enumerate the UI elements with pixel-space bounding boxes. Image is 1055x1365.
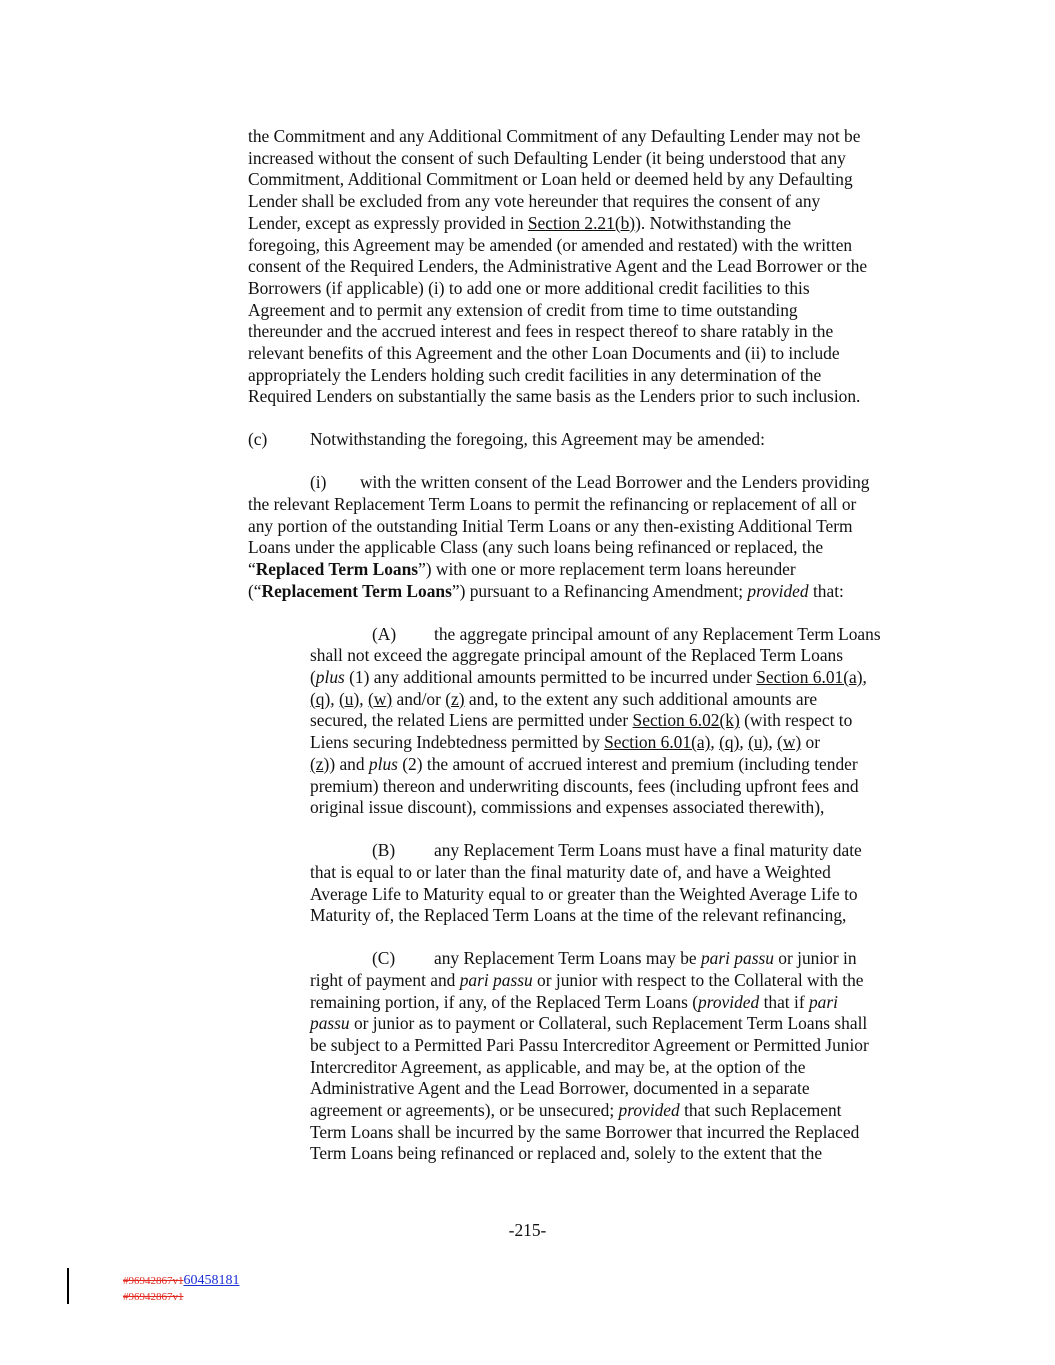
text-run: ) and bbox=[329, 753, 369, 774]
text-run: ”) pursuant to a Refinancing Amendment; bbox=[451, 580, 748, 601]
text-line bbox=[310, 992, 938, 1014]
text-line: Agreement and to permit any extension of credit from time to time outstanding bbox=[248, 299, 798, 320]
text-run: (1) any additional amounts permitted to be incurred under bbox=[344, 667, 757, 688]
text-run: and/or bbox=[392, 688, 446, 709]
text-line bbox=[310, 1013, 938, 1035]
text-line: Loans under the applicable Class (any such loans being refinanced or replaced, the bbox=[248, 537, 824, 558]
section-reference-link[interactable]: (u) bbox=[748, 732, 769, 753]
section-reference-link[interactable]: Section 6.02(k) bbox=[632, 710, 740, 731]
text-line: be subject to a Permitted Pari Passu Intercreditor Agreement or Permitted Junior bbox=[310, 1034, 869, 1055]
text-run: (“ bbox=[248, 580, 262, 601]
text-run: any Replacement Term Loans must have a final maturity date bbox=[434, 840, 862, 861]
clause-label: (c) bbox=[248, 429, 268, 450]
page-number: -215- bbox=[508, 1220, 547, 1240]
text-run: ”) with one or more replacement term loans hereunder bbox=[418, 559, 796, 580]
clause-label: (i) bbox=[310, 472, 327, 493]
text-run: or bbox=[801, 732, 821, 753]
text-line: appropriately the Lenders holding such credit facilities in any determination of the bbox=[248, 364, 822, 385]
text-line bbox=[310, 732, 938, 754]
text-run: Lender, except as expressly provided in bbox=[248, 212, 528, 233]
text-line: Intercreditor Agreement, as applicable, and may be, at the option of the bbox=[310, 1056, 806, 1077]
section-reference-link[interactable]: (w) bbox=[777, 732, 802, 753]
paragraph-i bbox=[248, 472, 938, 602]
text-line bbox=[310, 840, 938, 862]
text-run: or junior as to payment or Collateral, such Replacement Term Loans shall bbox=[349, 1013, 868, 1034]
text-run: , bbox=[768, 732, 778, 753]
text-line: Average Life to Maturity equal to or greater than the Weighted Average Life to bbox=[310, 883, 858, 904]
text-run: any Replacement Term Loans may be bbox=[434, 948, 701, 969]
text-line bbox=[248, 213, 938, 235]
italic-term: provided bbox=[747, 580, 809, 601]
section-reference-link[interactable]: (q) bbox=[310, 688, 331, 709]
deleted-document-id: #96942867v1 bbox=[123, 1275, 184, 1287]
text-run: “ bbox=[248, 559, 256, 580]
deleted-document-id: #96942867v1 bbox=[123, 1291, 184, 1303]
paragraph-C bbox=[310, 948, 938, 1165]
text-run: Liens securing Indebtedness permitted by bbox=[310, 732, 605, 753]
italic-term: pari passu bbox=[700, 948, 774, 969]
text-line bbox=[310, 970, 938, 992]
paragraph-B bbox=[310, 840, 938, 927]
text-line: Term Loans being refinanced or replaced and, solely to the extent that the bbox=[310, 1143, 823, 1164]
text-run: ). Notwithstanding the bbox=[635, 212, 792, 233]
section-reference-link[interactable]: (z) bbox=[310, 753, 330, 774]
paragraph-b-continuation bbox=[248, 126, 938, 408]
document-id-line bbox=[123, 1273, 240, 1289]
italic-term: passu bbox=[310, 1013, 350, 1034]
text-line bbox=[310, 1100, 938, 1122]
text-line: any portion of the outstanding Initial Term Loans or any then-existing Additional Term bbox=[248, 515, 853, 536]
text-run: or junior in bbox=[773, 948, 857, 969]
text-line: the Commitment and any Additional Commitment of any Defaulting Lender may not be bbox=[248, 126, 861, 146]
text-run: (2) the amount of accrued interest and premium (including tender bbox=[397, 753, 858, 774]
text-line: original issue discount), commissions and expenses associated therewith), bbox=[310, 797, 825, 818]
text-line: increased without the consent of such Defaulting Lender (it being understood that any bbox=[248, 147, 846, 168]
clause-label: (B) bbox=[372, 840, 396, 861]
section-reference-link[interactable]: Section 2.21(b) bbox=[527, 212, 636, 233]
paragraph-c bbox=[248, 429, 938, 451]
text-line: thereunder and the accrued interest and fees in respect thereof to share ratably in the bbox=[248, 321, 834, 342]
text-line bbox=[310, 710, 938, 732]
text-line bbox=[310, 624, 938, 646]
document-body bbox=[248, 126, 938, 1186]
text-run: or junior with respect to the Collateral with the bbox=[532, 969, 864, 990]
text-line: Administrative Agent and the Lead Borrower, documented in a separate bbox=[310, 1078, 810, 1099]
text-run: (with respect to bbox=[739, 710, 853, 731]
text-run: , bbox=[862, 667, 867, 688]
text-run: with the written consent of the Lead Borrower and the Lenders providing bbox=[360, 472, 870, 493]
text-line: Required Lenders on substantially the same basis as the Lenders prior to such inclusion. bbox=[248, 386, 861, 407]
text-run: that such Replacement bbox=[679, 1100, 842, 1121]
text-line bbox=[248, 581, 938, 603]
inserted-document-id: 60458181 bbox=[183, 1273, 240, 1288]
text-line bbox=[310, 948, 938, 970]
text-run: , bbox=[739, 732, 749, 753]
italic-term: pari passu bbox=[459, 969, 533, 990]
text-run: remaining portion, if any, of the Replaced Term Loans ( bbox=[310, 991, 699, 1012]
text-run: and, to the extent any such additional amounts are bbox=[464, 688, 818, 709]
text-run: agreement or agreements), or be unsecured; bbox=[310, 1100, 619, 1121]
italic-term: provided bbox=[698, 991, 760, 1012]
defined-term: Replacement Term Loans bbox=[261, 580, 452, 601]
text-line bbox=[310, 754, 938, 776]
italic-term: plus bbox=[315, 667, 345, 688]
paragraph-A bbox=[310, 624, 938, 819]
revision-change-bar bbox=[67, 1268, 69, 1304]
text-line: Commitment, Additional Commitment or Loan held or deemed held by any Defaulting bbox=[248, 169, 853, 190]
section-reference-link[interactable]: (z) bbox=[445, 688, 465, 709]
text-line: that is equal to or later than the final maturity date of, and have a Weighted bbox=[310, 861, 831, 882]
defined-term: Replaced Term Loans bbox=[255, 559, 419, 580]
text-line: consent of the Required Lenders, the Administrative Agent and the Lead Borrower or the bbox=[248, 256, 868, 277]
section-reference-link[interactable]: (q) bbox=[719, 732, 740, 753]
text-line bbox=[248, 559, 938, 581]
section-reference-link[interactable]: Section 6.01(a) bbox=[756, 667, 863, 688]
italic-term: pari bbox=[808, 991, 838, 1012]
text-run: ( bbox=[310, 667, 316, 688]
section-reference-link[interactable]: (w) bbox=[367, 688, 393, 709]
text-run: right of payment and bbox=[310, 969, 460, 990]
text-line: Maturity of, the Replaced Term Loans at the time of the relevant refinancing, bbox=[310, 905, 847, 926]
text-line bbox=[248, 429, 938, 451]
italic-term: plus bbox=[368, 753, 398, 774]
text-run: Notwithstanding the foregoing, this Agreement may be amended: bbox=[310, 429, 765, 450]
text-run: that if bbox=[759, 991, 809, 1012]
text-run: secured, the related Liens are permitted under bbox=[310, 710, 633, 731]
text-line: premium) thereon and underwriting discounts, fees (including upfront fees and bbox=[310, 775, 859, 796]
text-line: Lender shall be excluded from any vote hereunder that requires the consent of any bbox=[248, 191, 821, 212]
text-run: , bbox=[710, 732, 720, 753]
clause-label: (C) bbox=[372, 948, 396, 969]
document-id-line-2 bbox=[123, 1291, 184, 1303]
text-run: , bbox=[359, 688, 368, 709]
text-line bbox=[310, 667, 938, 689]
text-line bbox=[310, 689, 938, 711]
text-line bbox=[248, 472, 938, 494]
text-line: foregoing, this Agreement may be amended (or amended and restated) with the written bbox=[248, 234, 853, 255]
text-run: that: bbox=[808, 580, 844, 601]
text-line: relevant benefits of this Agreement and the other Loan Documents and (ii) to include bbox=[248, 343, 840, 364]
text-run: the aggregate principal amount of any Replacement Term Loans bbox=[434, 623, 881, 644]
text-line: shall not exceed the aggregate principal amount of the Replaced Term Loans bbox=[310, 645, 844, 666]
italic-term: provided bbox=[618, 1100, 680, 1121]
text-line: Term Loans shall be incurred by the same Borrower that incurred the Replaced bbox=[310, 1121, 860, 1142]
clause-label: (A) bbox=[372, 623, 397, 644]
section-reference-link[interactable]: Section 6.01(a) bbox=[604, 732, 711, 753]
text-run: , bbox=[330, 688, 339, 709]
text-line: the relevant Replacement Term Loans to permit the refinancing or replacement of all or bbox=[248, 493, 857, 514]
section-reference-link[interactable]: (u) bbox=[338, 688, 360, 709]
text-line: Borrowers (if applicable) (i) to add one or more additional credit facilities to this bbox=[248, 277, 810, 298]
